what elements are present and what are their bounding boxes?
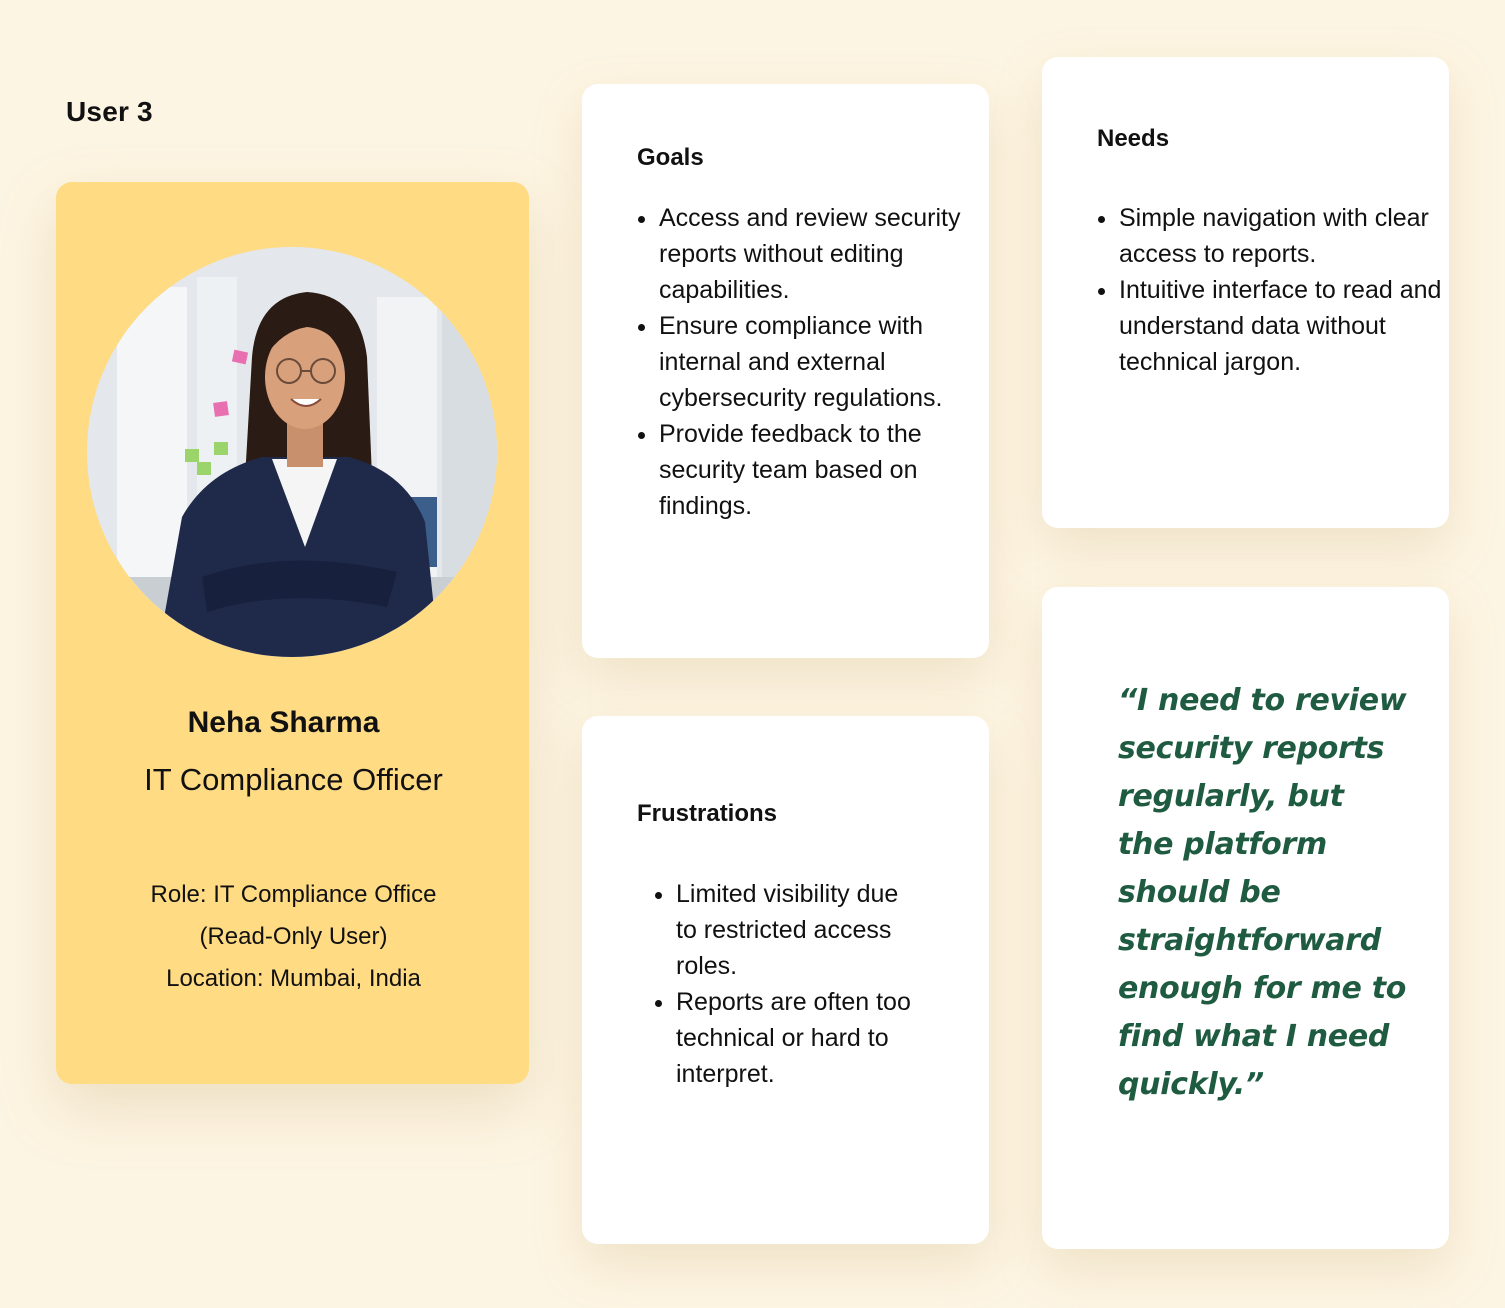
- frustrations-card: [582, 716, 989, 1244]
- list-item: • Limited visibility due to restricted access roles.: [676, 876, 926, 984]
- persona-role: Role: IT Compliance Office: [150, 881, 437, 908]
- persona-name: Neha Sharma: [187, 706, 380, 739]
- frustrations-list: [654, 876, 926, 1092]
- list-item: • Reports are often too technical or hard to interpret.: [676, 984, 926, 1092]
- needs-list: [1097, 200, 1449, 380]
- persona-details: [86, 874, 501, 1000]
- needs-heading: Needs: [1097, 125, 1170, 152]
- quote-card: [1042, 587, 1449, 1249]
- avatar-photo: [87, 247, 497, 657]
- persona-location: Location: Mumbai, India: [166, 965, 421, 992]
- page-label: User 3: [66, 96, 153, 127]
- frustrations-heading: Frustrations: [637, 800, 778, 827]
- profile-card: [56, 182, 529, 1084]
- list-item: • Ensure compliance with internal and external cybersecurity regulations.: [659, 308, 989, 416]
- persona-quote: “I need to review security reports regularly, but the platform should be straightforward enough for me to find what I need quickly.”: [1118, 683, 1407, 1102]
- list-item: • Access and review security reports without editing capabilities.: [659, 200, 989, 308]
- goals-list: [637, 200, 989, 524]
- goals-card: [582, 84, 989, 658]
- avatar: [87, 247, 497, 657]
- list-item: • Simple navigation with clear access to reports.: [1119, 200, 1449, 272]
- list-item: • Intuitive interface to read and understand data without technical jargon.: [1119, 272, 1449, 380]
- list-item: • Provide feedback to the security team based on findings.: [659, 416, 989, 524]
- persona-role-access: (Read-Only User): [199, 923, 388, 950]
- needs-card: [1042, 57, 1449, 528]
- goals-heading: Goals: [637, 144, 704, 171]
- persona-title: IT Compliance Officer: [144, 762, 443, 797]
